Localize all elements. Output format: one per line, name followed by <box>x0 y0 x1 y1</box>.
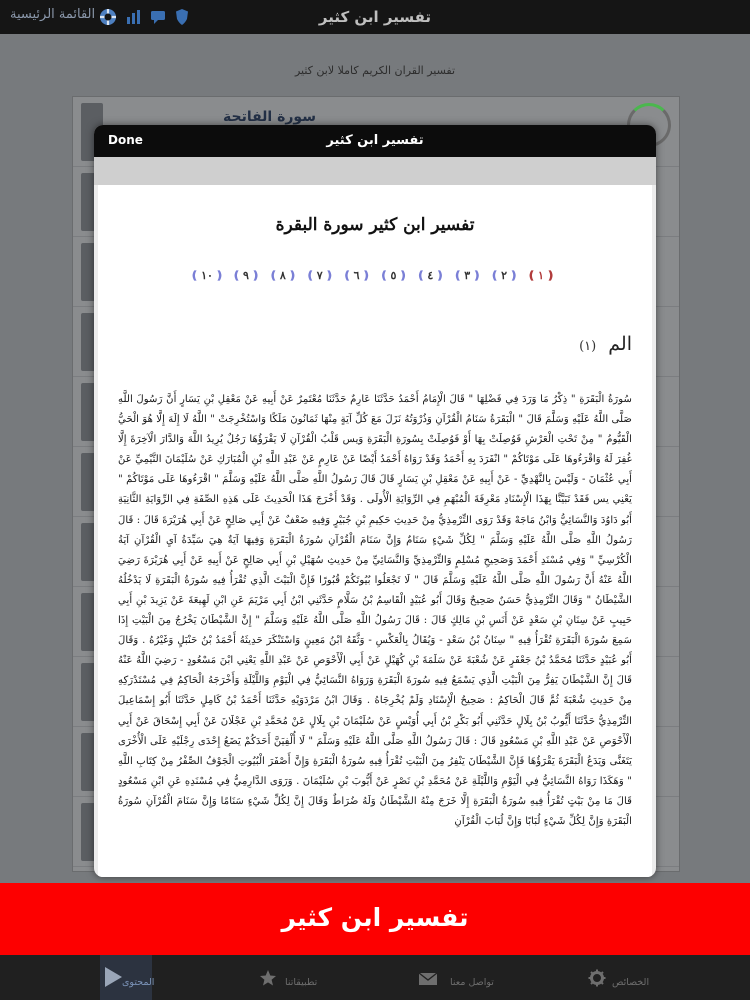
tab-settings[interactable] <box>588 955 738 1000</box>
verse-link-9[interactable]: ❪ ٩ ❫ <box>231 269 261 287</box>
done-button[interactable]: Done <box>108 133 143 147</box>
verse-link-2[interactable]: ❪ ٢ ❫ <box>489 269 519 287</box>
tab-our-apps-label: تطبيقاتنا <box>285 977 318 988</box>
tab-contact-label: تواصل معنا <box>450 977 494 988</box>
document-title: تفسير ابن كثير سورة البقرة <box>275 215 475 235</box>
tab-our-apps[interactable] <box>255 955 405 1000</box>
list-item-label: سورة الفاتحة <box>223 109 316 125</box>
app-title: تفسير ابن كثير <box>318 8 432 26</box>
tafsir-document[interactable] <box>98 185 652 877</box>
page-subtitle: تفسير القران الكريم كاملا لابن كثير <box>294 64 456 77</box>
verse-link-7[interactable]: ❪ ٧ ❫ <box>305 269 335 287</box>
verse-text: الم <box>608 333 632 355</box>
top-nav-bar <box>0 0 750 34</box>
modal-title: تفسير ابن كثير <box>326 133 424 148</box>
tab-bar <box>0 955 750 1000</box>
play-icon <box>102 965 124 993</box>
verse-link-4[interactable]: ❪ ٤ ❫ <box>415 269 445 287</box>
main-menu-link[interactable]: القائمة الرئيسية <box>10 7 96 22</box>
modal-toolbar <box>94 157 656 185</box>
verse-link-10[interactable]: ❪ ١٠ ❫ <box>194 269 224 287</box>
tab-contents-label: المحتوى <box>122 977 155 988</box>
tafsir-modal <box>94 125 656 877</box>
promo-banner[interactable] <box>0 883 750 955</box>
verse-number: (١) <box>579 339 597 354</box>
verse-link-5[interactable]: ❪ ٥ ❫ <box>379 269 409 287</box>
verse-link-3[interactable]: ❪ ٣ ❫ <box>452 269 482 287</box>
tab-contact[interactable] <box>418 955 568 1000</box>
tafsir-text: سُورَةُ الْبَقَرَةِ " ذِكْرُ مَا وَرَدَ فِي فَضْلِهَا " قَالَ الْإِمَامُ أَحْمَدُ حَدَّثَنَا عَارِمٌ حَدَّثَنَا مُعْتَمِرٌ عَنْ أَبِيهِ عَنْ مَعْقِلِ بْنِ يَسَارٍ أَنَّ رَسُولَ اللَّهِ صَلَّى اللَّهُ عَلَيْهِ وَسَلَّمَ قَالَ " الْبَقَرَةُ سَنَامُ الْقُرْآنِ وَذُرْوَتُهُ نَزَلَ مَعَ كُلِّ آيَةٍ مِنْهَا ثَمَانُونَ مَلَكًا وَاسْتُخْرِجَتْ " اللَّهُ لَا إِلَهَ إِلَّا هُوَ الْحَيُّ الْقَيُّومُ " مِنْ تَحْتِ الْعَرْشِ فَوُصِلَتْ بِهَا أَوْ فَوُصِلَتْ بِسُورَةِ الْبَقَرَةِ وَيس قَلْبُ الْقُرْآنِ لَا يَقْرَؤُهَا رَجُلٌ يُرِيدُ اللَّهَ وَالدَّارَ الْآخِرَةَ إِلَّا غُفِرَ لَهُ وَاقْرَءُوهَا عَلَى مَوْتَاكُمْ " انْفَرَدَ بِهِ أَحْمَدُ وَقَدْ رَوَاهُ أَحْمَدُ أَيْضًا عَنْ عَارِمٍ عَنْ عَبْدِ اللَّهِ بْنِ الْمُبَارَكِ عَنْ سُلَيْمَانَ التَّيْمِيِّ عَنْ أَبِي عُثْمَانَ - وَلَيْسَ بِالنَّهْدِيِّ - عَنْ أَبِيهِ عَنْ مَعْقِلِ بْنِ يَسَارٍ قَالَ قَالَ رَسُولُ اللَّهِ صَلَّى اللَّهُ عَلَيْهِ وَسَلَّمَ " اقْرَءُوهَا عَلَى مَوْتَاكُمْ " يَعْنِي يس فَقَدْ تَبَيَّنَّا بِهَذَا الْإِسْنَادِ مَعْرِفَةَ الْمُبْهَمِ فِي الرِّوَايَةِ الْأُولَى . وَقَدْ أَخْرَجَ هَذَا الْحَدِيثَ عَلَى هَذِهِ الصِّفَةِ فِي الرِّوَايَةِ الثَّانِيَةِ أَبُو دَاوُدَ وَالنَّسَائِيُّ وَابْنُ مَاجَهْ وَقَدْ رَوَى التِّرْمِذِيُّ مِنْ حَدِيثِ حَكِيمِ بْنِ جُبَيْرٍ وَفِيهِ ضَعْفٌ عَنْ أَبِي صَالِحٍ عَنْ أَبِي هُرَيْرَةَ قَالَ : قَالَ رَسُولُ اللَّهِ صَلَّى اللَّهُ عَلَيْهِ وَسَلَّمَ " لِكُلِّ شَيْءٍ سَنَامٌ وَإِنَّ سَنَامَ الْقُرْآنِ سُورَةُ الْبَقَرَةِ وَفِيهَا آيَةٌ هِيَ سَيِّدَةُ آيِ الْقُرْآنِ آيَةُ الْكُرْسِيِّ " وَفِي مُسْنَدِ أَحْمَدَ وَصَحِيحِ مُسْلِمٍ وَالتِّرْمِذِيِّ وَالنَّسَائِيِّ مِنْ حَدِيثِ سُهَيْلِ بْنِ أَبِي صَالِحٍ عَنْ أَبِيهِ عَنْ أَبِي هُرَيْرَةَ رَضِيَ اللَّهُ عَنْهُ أَنَّ رَسُولَ اللَّهِ صَلَّى اللَّهُ عَلَيْهِ وَسَلَّمَ قَالَ " لَا تَجْعَلُوا بُيُوتَكُمْ قُبُورًا فَإِنَّ الْبَيْتَ الَّذِي تُقْرَأُ فِيهِ سُورَةُ الْبَقَرَةِ لَا يَدْخُلُهُ الشَّيْطَانُ " وَقَالَ التِّرْمِذِيُّ حَسَنٌ صَحِيحٌ وَقَالَ أَبُو عُبَيْدٍ الْقَاسِمُ بْنُ سَلَّامٍ حَدَّثَنِي ابْنُ أَبِي مَرْيَمَ عَنِ ابْنِ لَهِيعَةَ عَنْ يَزِيدَ بْنِ أَبِي حَبِيبٍ عَنْ سِنَانِ بْنِ سَعْدٍ عَنْ أَنَسِ بْنِ مَالِكٍ قَالَ : قَالَ رَسُولُ اللَّهِ صَلَّى اللَّهُ عَلَيْهِ وَسَلَّمَ " إِنَّ الشَّيْطَانَ يَخْرُجُ مِنَ الْبَيْتِ إِذَا سَمِعَ سُورَةَ الْبَقَرَةِ تُقْرَأُ فِيهِ " سِنَانُ بْنُ سَعْدٍ - وَيُقَالُ بِالْعَكْسِ - وَثَّقَهُ ابْنُ مَعِينٍ وَاسْتَنْكَرَ حَدِيثَهُ أَحْمَدُ بْنُ حَنْبَلٍ وَغَيْرُهُ . وَقَالَ أَبُو عُبَيْدٍ حَدَّثَنَا مُحَمَّدُ بْنُ جَعْفَرٍ عَنْ شُعْبَةَ عَنْ سَلَمَةَ بْنِ كُهَيْلٍ عَنْ أَبِي الْأَحْوَصِ عَنْ عَبْدِ اللَّهِ يَعْنِي ابْنَ مَسْعُودٍ - رَضِيَ اللَّهُ عَنْهُ قَالَ إِنَّ الشَّيْطَانَ يَفِرُّ مِنَ الْبَيْتِ الَّذِي يَسْمَعُ فِيهِ سُورَةَ الْبَقَرَةِ وَرَوَاهُ النَّسَائِيُّ فِي الْيَوْمِ وَاللَّيْلَةِ وَأَخْرَجَهُ الْحَاكِمُ فِي مُسْتَدْرَكِهِ مِنْ حَدِيثِ شُعْبَةَ ثُمَّ قَالَ الْحَاكِمُ : صَحِيحُ الْإِسْنَادِ وَلَمْ يُخْرِجَاهُ . وَقَالَ ابْنُ مَرْدَوَيْهِ حَدَّثَنَا أَحْمَدُ بْنُ كَامِلٍ حَدَّثَنَا أَبُو إِسْمَاعِيلَ التِّرْمِذِيُّ حَدَّثَنَا أَيُّوبُ بْنُ بِلَالٍ حَدَّثَنِي أَبُو بَكْرِ بْنُ أَبِي أُوَيْسٍ عَنْ سُلَيْمَانَ بْنِ بِلَالٍ عَنْ مُحَمَّدِ بْنِ عَجْلَانَ عَنْ أَبِي إِسْحَاقَ عَنْ أَبِي الْأَحْوَصِ عَنْ عَبْدِ اللَّهِ بْنِ مَسْعُودٍ قَالَ : قَالَ رَسُولُ اللَّهِ صَلَّى اللَّهُ عَلَيْهِ وَسَلَّمَ " لَا أُلْفِيَنَّ أَحَدَكُمْ يَضَعُ إِحْدَى رِجْلَيْهِ عَلَى الْأُخْرَى يَتَغَنَّى وَيَدَعُ الْبَقَرَةَ يَقْرَؤُهَا فَإِنَّ الشَّيْطَانَ يَنْفِرُ مِنَ الْبَيْتِ تُقْرَأُ فِيهِ سُورَةُ الْبَقَرَةِ وَإِنَّ أَصْفَرَ الْبُيُوتِ الْجَوْفُ الصِّفْرُ مِنْ كِتَابِ اللَّهِ " وَهَكَذَا رَوَاهُ النَّسَائِيُّ فِي الْيَوْمِ وَاللَّيْلَةِ عَنْ مُحَمَّدِ بْنِ نَصْرٍ عَنْ أَيُّوبَ بْنِ سُلَيْمَانَ . وَرَوَى الدَّارِمِيُّ فِي مُسْنَدِهِ عَنِ ابْنِ مَسْعُودٍ قَالَ مَا مِنْ بَيْتٍ تُقْرَأُ فِيهِ سُورَةُ الْبَقَرَةِ إِلَّا خَرَجَ مِنْهُ الشَّيْطَانُ وَلَهُ ضُرَاطٌ وَقَالَ إِنَّ لِكُلِّ شَيْءٍ سَنَامًا وَإِنَّ سَنَامَ الْقُرْآنِ سُورَةُ الْبَقَرَةِ وَإِنَّ لِكُلِّ شَيْءٍ لُبَابًا وَإِنَّ لُبَابَ الْقُرْآنِ <box>118 394 632 827</box>
verse-heading <box>579 333 632 355</box>
verse-link-8[interactable]: ❪ ٨ ❫ <box>268 269 298 287</box>
gear-icon <box>588 969 606 991</box>
modal-header <box>94 125 656 157</box>
verse-navigation <box>194 269 556 289</box>
tab-settings-label: الخصائص <box>612 977 650 988</box>
banner-title: تفسير ابن كثير <box>281 903 469 932</box>
verse-link-1[interactable]: ❪ ١ ❫ <box>526 269 556 287</box>
star-icon <box>259 969 277 991</box>
mail-icon <box>418 971 438 990</box>
verse-link-6[interactable]: ❪ ٦ ❫ <box>342 269 372 287</box>
